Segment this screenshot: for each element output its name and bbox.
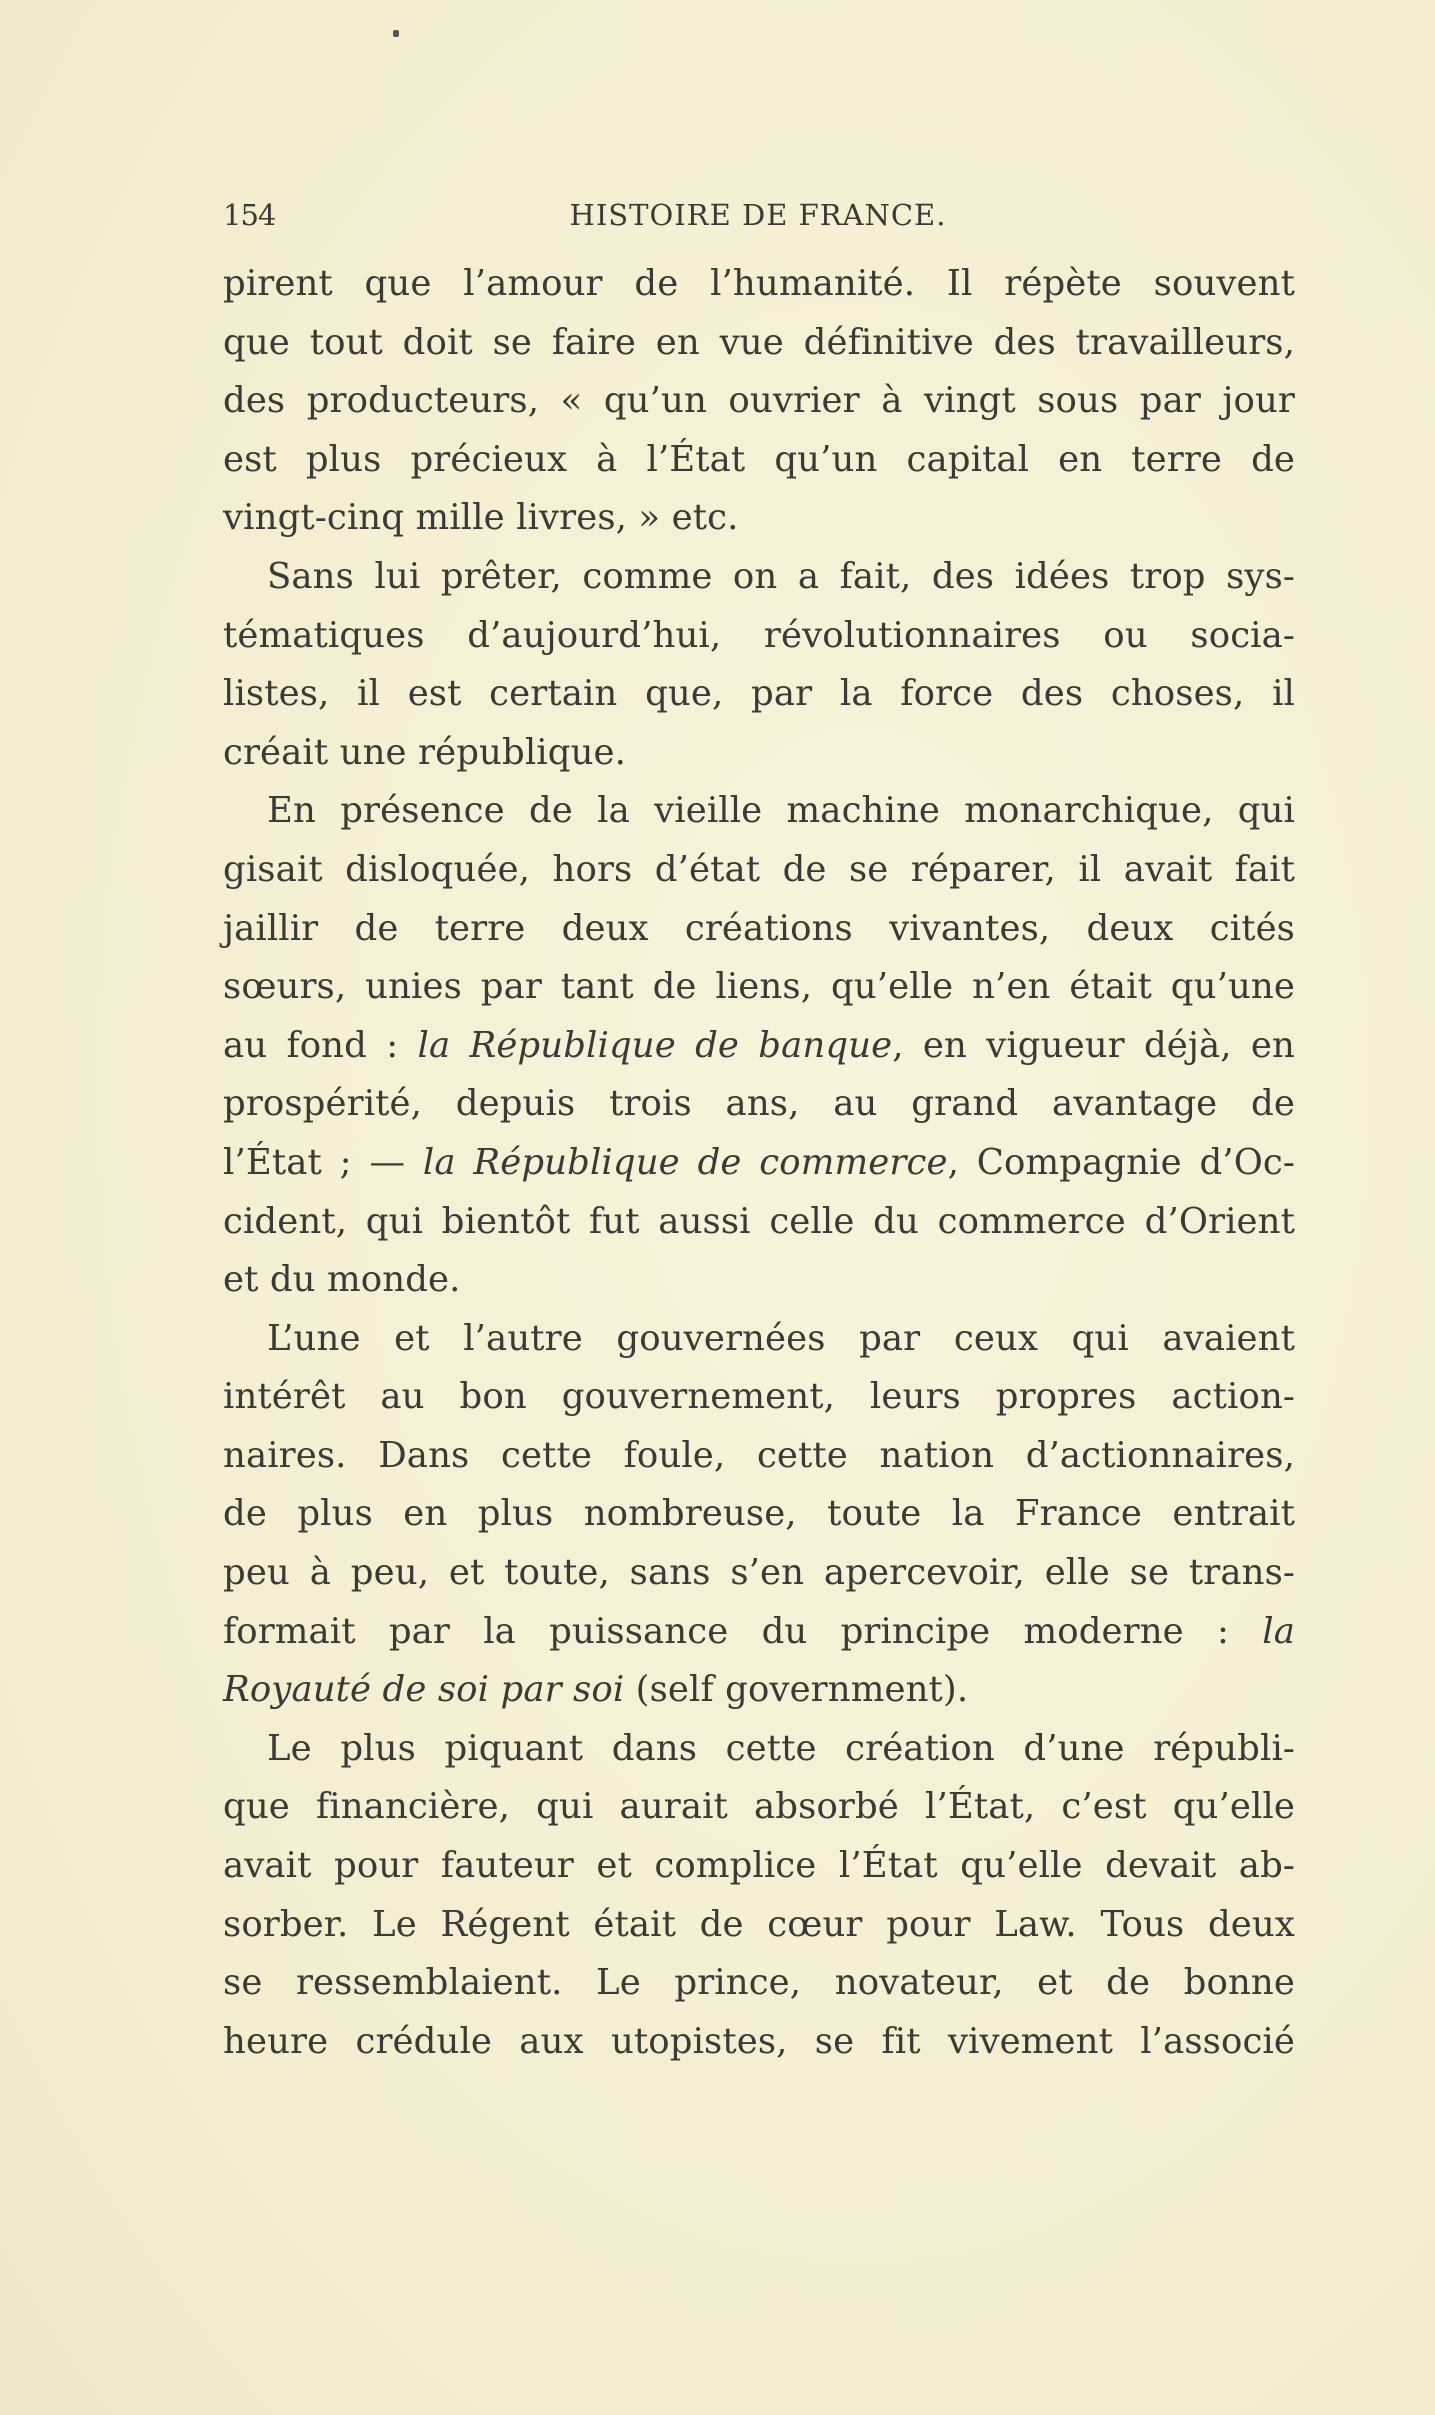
text-line xyxy=(223,1896,1295,1955)
text-line xyxy=(223,665,1295,724)
text-line xyxy=(223,1954,1295,2013)
text-segment: vingt-cinq mille livres, » etc. xyxy=(223,497,739,539)
text-segment: En présence de la vieille machine monarchique, qui xyxy=(267,790,1295,832)
text-segment: que tout doit se faire en vue définitive des travailleurs, xyxy=(223,321,1295,363)
text-segment: heure crédule aux utopistes, se fit vivement l’associé xyxy=(223,2020,1295,2062)
text-segment: avait pour fauteur et complice l’État qu’elle devait ab- xyxy=(223,1845,1295,1887)
italic-text: la République de banque xyxy=(417,1024,893,1066)
text-segment: naires. Dans cette foule, cette nation d’actionnaires, xyxy=(223,1434,1295,1476)
text-segment: , Compagnie d’Oc- xyxy=(947,1141,1295,1183)
text-segment: et du monde. xyxy=(223,1259,461,1301)
text-segment: se ressemblaient. Le prince, novateur, et de bonne xyxy=(223,1962,1295,2004)
text-segment: , en vigueur déjà, en xyxy=(892,1024,1295,1066)
text-segment: sœurs, unies par tant de liens, qu’elle n’en était qu’une xyxy=(223,966,1295,1008)
text-line xyxy=(223,1544,1295,1603)
text-line xyxy=(223,900,1295,959)
text-segment: des producteurs, « qu’un ouvrier à vingt sous par jour xyxy=(223,380,1295,422)
italic-text: Royauté de soi par soi xyxy=(223,1669,625,1711)
text-line xyxy=(223,431,1295,490)
text-line xyxy=(223,255,1295,314)
text-line xyxy=(223,782,1295,841)
text-line xyxy=(223,2013,1295,2072)
text-segment: est plus précieux à l’État qu’un capital en terre de xyxy=(223,438,1295,480)
running-title: HISTOIRE DE FRANCE. xyxy=(569,198,947,232)
text-line xyxy=(223,724,1295,783)
text-line xyxy=(223,1193,1295,1252)
text-line xyxy=(223,1075,1295,1134)
text-segment: jaillir de terre deux créations vivantes, deux cités xyxy=(223,907,1295,949)
text-segment: créait une république. xyxy=(223,731,627,773)
ink-speck xyxy=(393,30,399,37)
text-line xyxy=(223,314,1295,373)
text-segment: l’État ; — xyxy=(223,1141,423,1183)
text-line xyxy=(223,548,1295,607)
text-line xyxy=(223,1017,1295,1076)
text-line xyxy=(223,1251,1295,1310)
text-line xyxy=(223,1310,1295,1369)
text-segment: Le plus piquant dans cette création d’une républi- xyxy=(267,1727,1295,1769)
text-line xyxy=(223,1837,1295,1896)
text-line xyxy=(223,1368,1295,1427)
text-segment: formait par la puissance du principe moderne : xyxy=(223,1610,1263,1652)
text-line xyxy=(223,1720,1295,1779)
page-number: 154 xyxy=(223,198,276,232)
text-segment: au fond : xyxy=(223,1024,418,1066)
text-line xyxy=(223,958,1295,1017)
text-segment: tématiques d’aujourd’hui, révolutionnaires ou socia- xyxy=(223,614,1295,656)
page-header xyxy=(223,198,1293,242)
text-segment: sorber. Le Régent était de cœur pour Law. Tous deux xyxy=(223,1903,1295,1945)
text-segment: intérêt au bon gouvernement, leurs propres action- xyxy=(223,1376,1295,1418)
text-segment: listes, il est certain que, par la force des choses, il xyxy=(223,673,1295,715)
text-line xyxy=(223,1427,1295,1486)
body-text xyxy=(223,255,1295,2071)
text-segment: cident, qui bientôt fut aussi celle du commerce d’Orient xyxy=(223,1200,1295,1242)
text-segment: peu à peu, et toute, sans s’en apercevoir, elle se trans- xyxy=(223,1552,1295,1594)
text-line xyxy=(223,1485,1295,1544)
text-line xyxy=(223,1661,1295,1720)
text-segment: de plus en plus nombreuse, toute la France entrait xyxy=(223,1493,1295,1535)
text-line xyxy=(223,607,1295,666)
text-segment: prospérité, depuis trois ans, au grand avantage de xyxy=(223,1083,1295,1125)
text-line xyxy=(223,1603,1295,1662)
text-line xyxy=(223,1778,1295,1837)
text-line xyxy=(223,489,1295,548)
text-line xyxy=(223,1134,1295,1193)
text-segment: gisait disloquée, hors d’état de se réparer, il avait fait xyxy=(223,848,1295,890)
text-line xyxy=(223,841,1295,900)
text-segment: (self government). xyxy=(624,1669,969,1711)
italic-text: la République de commerce xyxy=(422,1141,948,1183)
text-segment: Sans lui prêter, comme on a fait, des idées trop sys- xyxy=(267,555,1295,597)
text-line xyxy=(223,372,1295,431)
text-segment: L’une et l’autre gouvernées par ceux qui avaient xyxy=(267,1317,1295,1359)
text-segment: que financière, qui aurait absorbé l’État, c’est qu’elle xyxy=(223,1786,1295,1828)
italic-text: la xyxy=(1262,1610,1295,1652)
text-segment: pirent que l’amour de l’humanité. Il répète souvent xyxy=(223,263,1295,304)
